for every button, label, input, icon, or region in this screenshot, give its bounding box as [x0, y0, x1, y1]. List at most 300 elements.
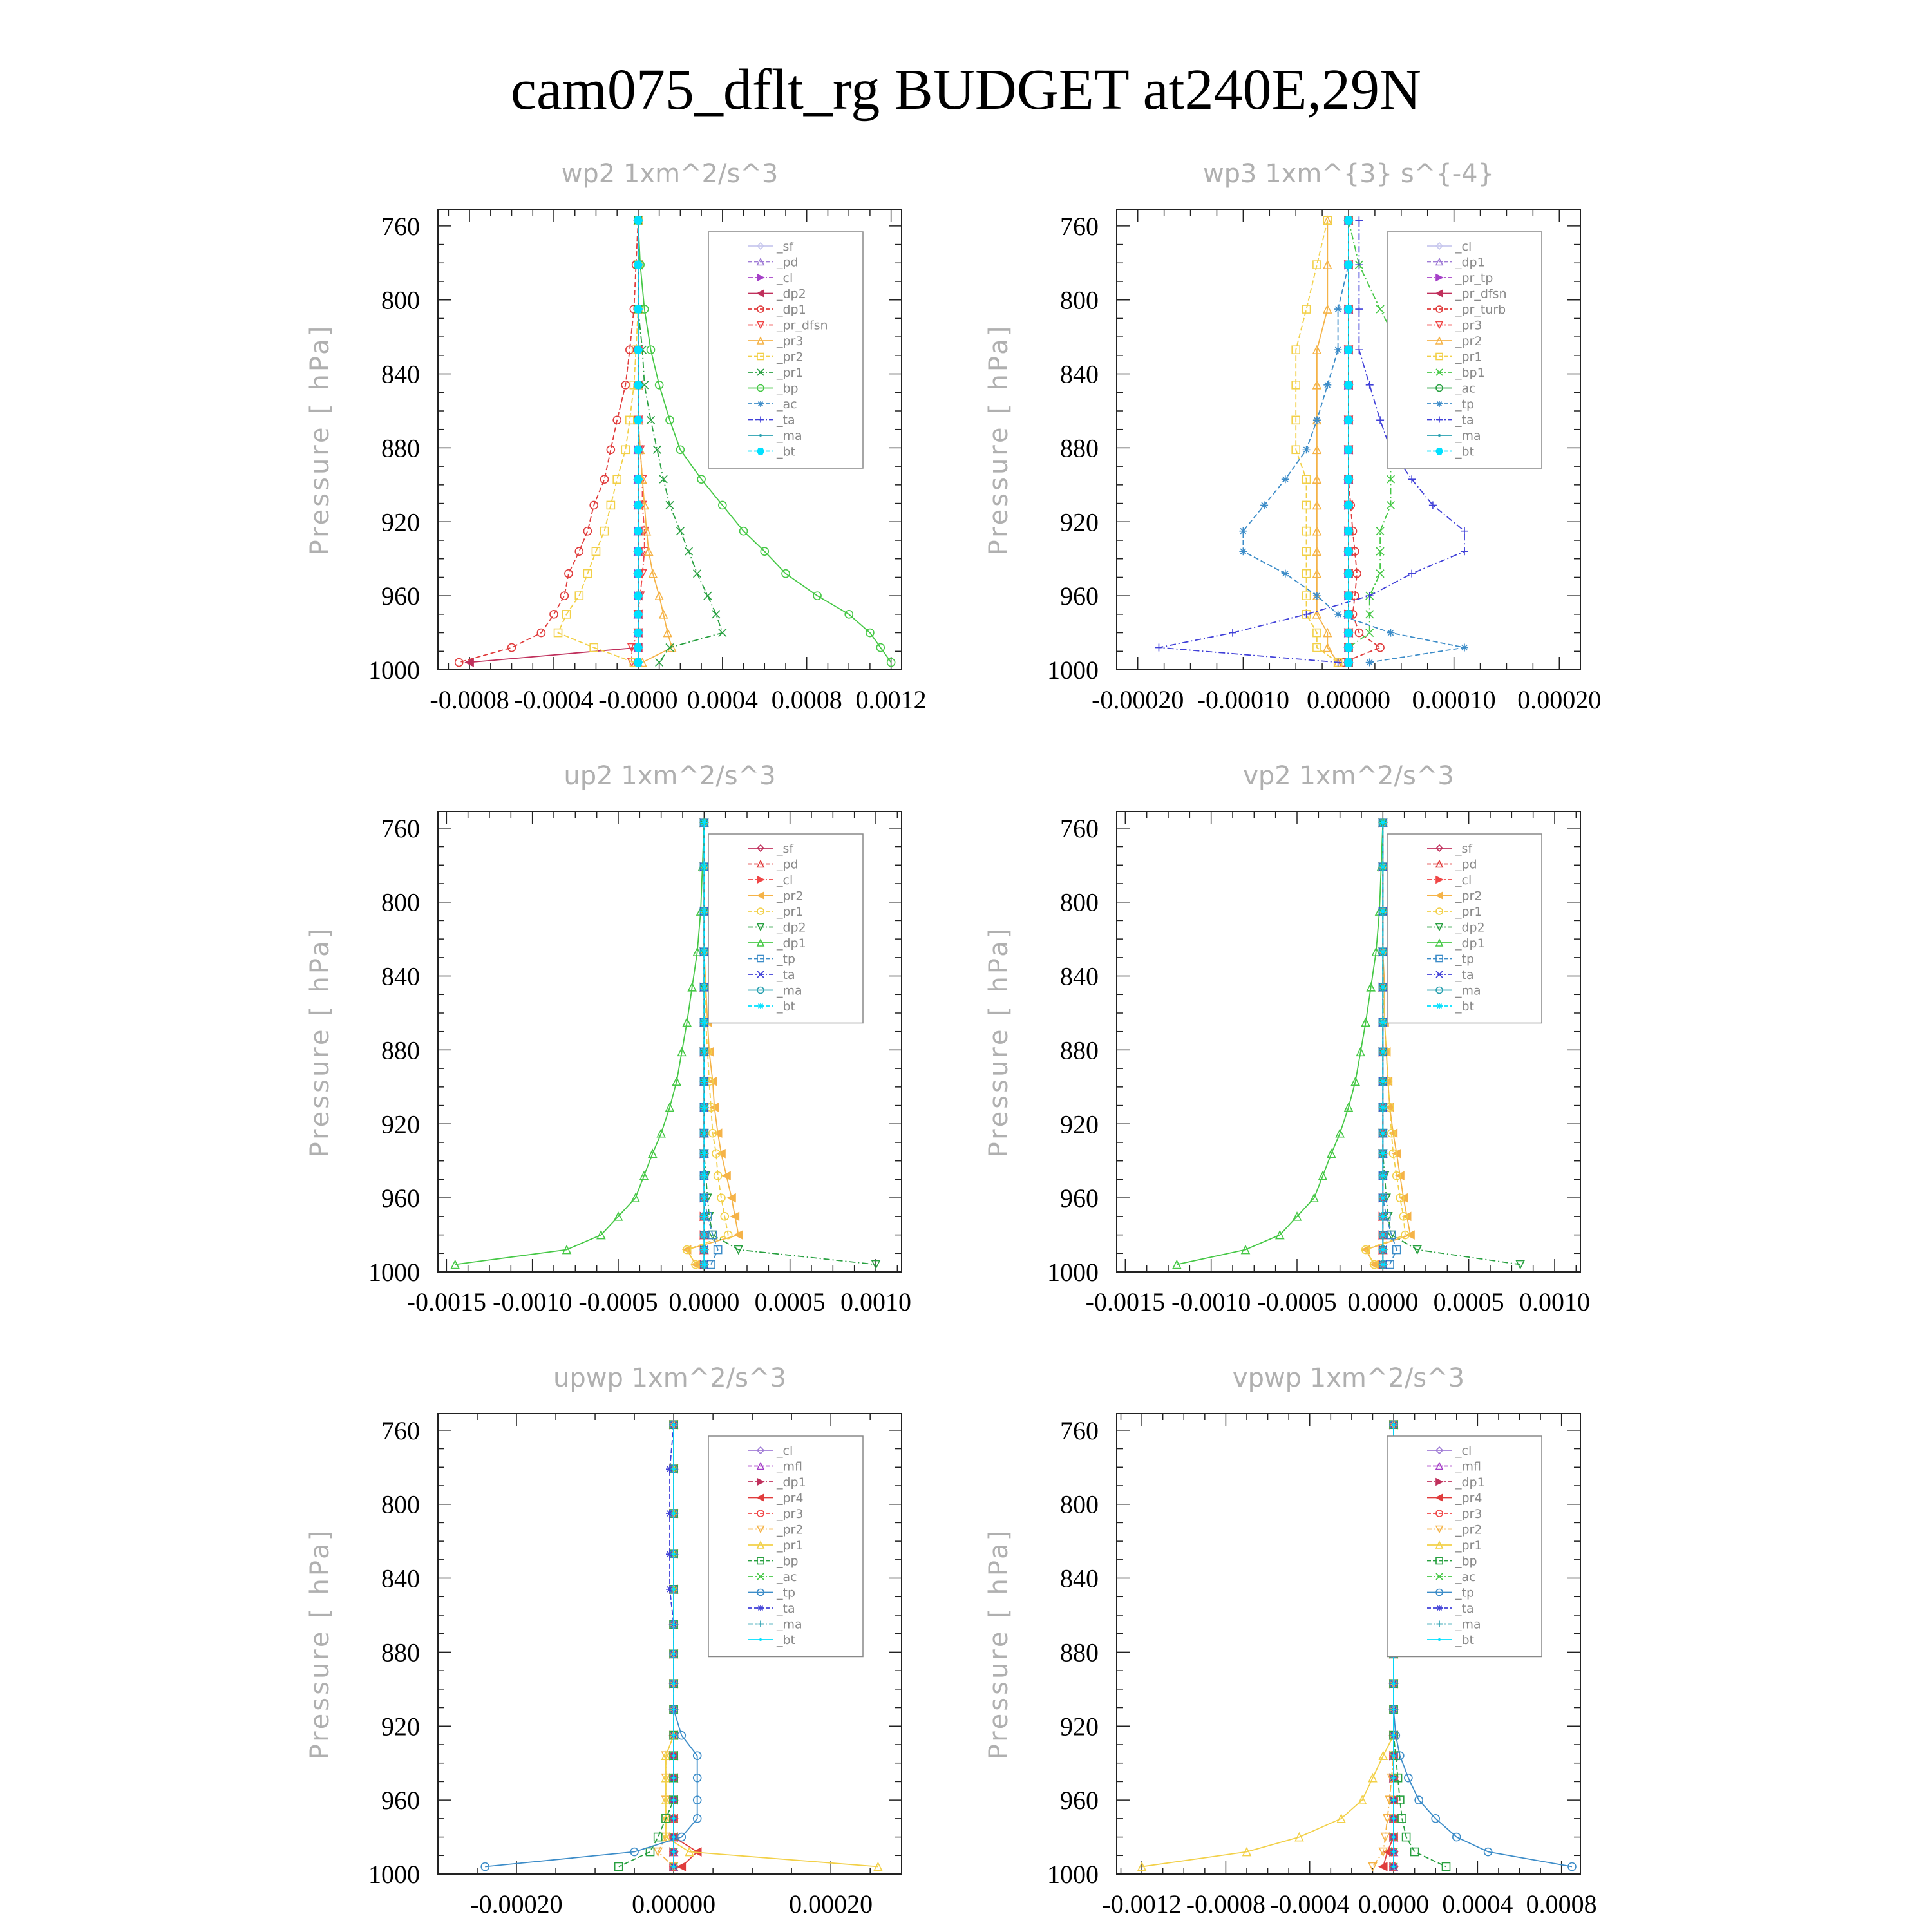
data-point	[1344, 570, 1352, 578]
series-line	[459, 220, 638, 662]
data-point	[700, 1048, 708, 1056]
y-tick-label: 920	[1060, 1110, 1099, 1139]
legend-marker	[757, 1003, 764, 1009]
data-point	[1344, 381, 1352, 389]
x-tick-label: -0.0008	[430, 685, 509, 714]
legend-label: _bp	[777, 1554, 799, 1569]
x-tick-label: 0.0008	[771, 685, 842, 714]
chart-panel	[305, 761, 911, 1316]
data-point	[672, 1587, 676, 1591]
legend-label: _cl	[777, 873, 793, 887]
legend	[1387, 1436, 1542, 1657]
y-tick-label: 960	[381, 582, 420, 611]
data-point	[508, 644, 516, 652]
data-point	[613, 475, 621, 483]
legend-label: _bp	[1455, 1554, 1477, 1569]
data-point	[1344, 475, 1352, 483]
data-point	[1392, 1865, 1396, 1868]
series-line	[455, 822, 705, 1264]
data-point	[615, 1863, 623, 1871]
x-tick-label: 0.00020	[789, 1889, 873, 1918]
legend-label: _pr2	[777, 889, 804, 904]
legend-label: _ma	[777, 983, 802, 998]
y-tick-label: 760	[1060, 813, 1099, 843]
x-tick-label: 0.0000	[1358, 1889, 1430, 1918]
data-point	[1260, 501, 1268, 509]
y-tick-label: 960	[381, 1184, 420, 1213]
data-point	[719, 629, 726, 637]
data-point	[685, 547, 692, 555]
data-point	[634, 611, 642, 618]
legend-label: _ta	[1455, 1602, 1474, 1616]
series-line	[558, 220, 638, 662]
data-point	[1392, 1423, 1396, 1426]
legend-label: _tp	[1455, 1586, 1475, 1600]
y-tick-label: 880	[381, 433, 420, 463]
data-point	[672, 1512, 676, 1515]
y-axis-label: Pressure [ hPa]	[305, 925, 335, 1158]
data-point	[634, 216, 642, 224]
data-point	[1461, 644, 1468, 652]
series-dp2	[466, 216, 642, 666]
y-tick-label: 1000	[368, 1860, 420, 1889]
panel-title: wp3 1xm^{3} s^{-4}	[1202, 159, 1495, 189]
legend-label: _pr3	[777, 1507, 804, 1521]
x-tick-label: 0.0010	[1519, 1287, 1590, 1316]
legend-label: _tp	[777, 1586, 796, 1600]
y-tick-label: 960	[381, 1786, 420, 1815]
y-tick-label: 840	[1060, 359, 1099, 389]
x-tick-label: 0.0008	[1526, 1889, 1597, 1918]
legend-label: _pr_dfsn	[777, 318, 828, 333]
data-point	[700, 863, 708, 871]
data-point	[672, 1776, 676, 1779]
legend-marker	[1436, 1003, 1443, 1009]
y-tick-label: 920	[1060, 507, 1099, 537]
data-point	[634, 527, 642, 535]
data-point	[1392, 1799, 1396, 1802]
data-point	[677, 1863, 685, 1871]
y-tick-label: 840	[381, 961, 420, 991]
series-bt	[1344, 216, 1352, 666]
y-tick-label: 880	[1060, 433, 1099, 463]
data-point	[700, 1150, 708, 1157]
x-tick-label: 0.0012	[855, 685, 927, 714]
legend-label: _ma	[777, 429, 802, 443]
data-point	[634, 570, 642, 578]
data-point	[672, 1734, 676, 1737]
data-point	[1334, 611, 1342, 618]
x-tick-label: -0.00010	[1197, 685, 1290, 714]
data-point	[455, 659, 463, 667]
data-point	[672, 1423, 676, 1426]
data-point	[700, 1231, 708, 1239]
x-tick-label: -0.0004	[1270, 1889, 1350, 1918]
y-tick-label: 760	[381, 1416, 420, 1445]
y-axis-label: Pressure [ hPa]	[984, 1528, 1014, 1760]
data-point	[1379, 907, 1387, 915]
legend-label: _bt	[777, 444, 796, 459]
data-point	[700, 1194, 708, 1202]
data-point	[1379, 1130, 1387, 1137]
data-point	[1461, 547, 1468, 555]
data-point	[723, 1172, 730, 1180]
data-point	[1155, 644, 1162, 652]
y-tick-label: 800	[381, 1490, 420, 1519]
data-point	[654, 1833, 662, 1841]
legend-label: _tp	[777, 952, 796, 967]
y-tick-label: 800	[1060, 1490, 1099, 1519]
panel-title: vp2 1xm^2/s^3	[1243, 761, 1454, 791]
data-point	[1379, 1231, 1387, 1239]
data-point	[672, 1799, 676, 1802]
data-point	[1408, 570, 1416, 578]
data-point	[672, 1553, 676, 1556]
data-point	[1379, 1194, 1387, 1202]
legend-label: _ma	[1455, 1617, 1481, 1632]
legend-label: _pr2	[1455, 889, 1482, 904]
legend-label: _bp1	[1455, 366, 1485, 380]
data-point	[1376, 570, 1384, 578]
data-point	[672, 1865, 676, 1868]
y-tick-label: 920	[381, 507, 420, 537]
legend-label: _mfl	[1455, 1459, 1481, 1474]
series-line	[1142, 1425, 1394, 1866]
legend-marker	[1436, 1605, 1443, 1611]
legend-label: _dp1	[777, 303, 806, 317]
legend-label: _ta	[777, 1602, 795, 1616]
data-point	[700, 1261, 708, 1269]
legend	[1387, 232, 1542, 468]
x-tick-label: 0.00010	[1412, 685, 1496, 714]
legend-label: _ma	[1455, 983, 1481, 998]
x-tick-label: 0.0000	[668, 1287, 740, 1316]
legend-label: _pr2	[777, 1522, 804, 1537]
data-point	[700, 1077, 708, 1085]
y-tick-label: 1000	[1047, 1860, 1099, 1889]
chart-panel	[984, 159, 1601, 714]
legend-label: _dp2	[777, 287, 806, 301]
data-point	[634, 547, 642, 555]
data-point	[672, 1708, 676, 1711]
data-point	[700, 907, 708, 915]
legend-label: _pr2	[777, 350, 804, 365]
data-point	[1282, 570, 1289, 578]
y-tick-label: 1000	[1047, 656, 1099, 685]
data-point	[634, 261, 642, 269]
y-tick-label: 880	[1060, 1638, 1099, 1667]
x-tick-label: -0.0010	[493, 1287, 573, 1316]
data-point	[634, 592, 642, 600]
figure-title: cam075_dflt_rg BUDGET at240E,29N	[511, 58, 1421, 122]
legend-label: _cl	[1455, 1444, 1472, 1458]
series-dp1	[1173, 819, 1387, 1268]
y-tick-label: 920	[1060, 1712, 1099, 1741]
legend-label: _pd	[1455, 857, 1477, 872]
panel-title: upwp 1xm^2/s^3	[553, 1363, 786, 1393]
y-tick-label: 840	[1060, 961, 1099, 991]
data-point	[1379, 1018, 1387, 1026]
x-tick-label: -0.0008	[1186, 1889, 1266, 1918]
data-point	[1334, 346, 1342, 354]
chart-panel	[984, 1363, 1597, 1918]
data-point	[672, 1754, 676, 1757]
series-line	[469, 220, 638, 662]
data-point	[1344, 611, 1352, 618]
legend-label: _tp	[1455, 397, 1475, 412]
legend-label: _pr_dfsn	[1455, 287, 1507, 301]
legend-label: _pr4	[1455, 1491, 1482, 1506]
x-tick-label: 0.0004	[1442, 1889, 1513, 1918]
data-point	[1366, 659, 1374, 667]
legend-label: _ma	[777, 1617, 802, 1632]
legend-label: _sf	[777, 240, 794, 254]
data-point	[700, 1103, 708, 1111]
y-tick-label: 880	[381, 1638, 420, 1667]
legend-label: _pr3	[1455, 1507, 1482, 1521]
y-tick-label: 800	[381, 285, 420, 315]
legend-label: _dp1	[1455, 1475, 1485, 1490]
y-tick-label: 960	[1060, 582, 1099, 611]
data-point	[1392, 1734, 1396, 1737]
legend-label: _bt	[777, 999, 796, 1014]
legend-label: _sf	[1455, 842, 1473, 856]
data-point	[634, 416, 642, 424]
data-point	[700, 983, 708, 991]
x-tick-label: 0.0004	[687, 685, 758, 714]
x-tick-label: 0.0005	[1433, 1287, 1504, 1316]
legend-label: _pr_turb	[1455, 303, 1506, 317]
data-point	[1379, 948, 1387, 956]
legend-label: _pr_tp	[1455, 271, 1493, 285]
y-tick-label: 1000	[368, 656, 420, 685]
data-point	[712, 611, 720, 618]
data-point	[1379, 1213, 1387, 1220]
data-point	[646, 1848, 654, 1856]
data-point	[666, 501, 674, 509]
x-tick-label: -0.0000	[598, 685, 678, 714]
data-point	[1239, 527, 1247, 535]
y-tick-label: 840	[381, 1564, 420, 1593]
legend-marker	[1436, 448, 1443, 455]
data-point	[1392, 1835, 1396, 1839]
data-point	[1392, 1682, 1396, 1685]
x-tick-label: -0.0004	[514, 685, 594, 714]
data-point	[1376, 305, 1384, 313]
data-point	[700, 948, 708, 956]
legend-marker	[757, 401, 764, 407]
data-point	[1392, 1850, 1396, 1853]
data-point	[1379, 1863, 1387, 1871]
legend-label: _pr2	[1455, 334, 1482, 348]
x-tick-label: -0.00020	[1092, 685, 1184, 714]
data-point	[700, 819, 708, 826]
data-point	[1387, 629, 1394, 637]
legend-label: _bt	[1455, 999, 1475, 1014]
data-point	[1344, 527, 1352, 535]
data-point	[672, 1850, 676, 1853]
legend-marker	[1436, 401, 1443, 407]
series-bp	[615, 1421, 677, 1870]
legend-marker	[759, 434, 762, 437]
data-point	[634, 659, 642, 667]
data-point	[1344, 305, 1352, 313]
y-tick-label: 1000	[1047, 1258, 1099, 1287]
y-tick-label: 880	[381, 1036, 420, 1065]
data-point	[1313, 261, 1321, 269]
data-point	[1303, 446, 1311, 453]
x-tick-label: -0.0015	[1085, 1287, 1165, 1316]
data-point	[672, 1817, 676, 1820]
data-point	[1344, 216, 1352, 224]
data-point	[1282, 475, 1289, 483]
legend-label: _cl	[777, 271, 793, 285]
legend-label: _pr4	[777, 1491, 804, 1506]
panel-title: up2 1xm^2/s^3	[564, 761, 776, 791]
data-point	[1229, 629, 1236, 637]
series-dp1	[455, 216, 642, 666]
legend-label: _bp	[777, 381, 799, 396]
legend-label: _pd	[777, 255, 799, 270]
data-point	[1366, 381, 1374, 389]
data-point	[1379, 1150, 1387, 1157]
data-point	[1239, 547, 1247, 555]
data-point	[672, 1468, 676, 1471]
x-tick-label: 0.0005	[754, 1287, 826, 1316]
data-point	[634, 475, 642, 483]
legend-marker	[1438, 1638, 1441, 1641]
legend-marker	[757, 1605, 764, 1611]
panel-title: wp2 1xm^2/s^3	[561, 159, 779, 189]
x-tick-label: -0.0015	[406, 1287, 486, 1316]
legend-label: _ac	[777, 397, 797, 412]
legend-label: _dp1	[777, 936, 806, 951]
x-tick-label: -0.00020	[470, 1889, 563, 1918]
y-tick-label: 960	[1060, 1184, 1099, 1213]
data-point	[1355, 346, 1363, 354]
data-point	[1379, 1103, 1387, 1111]
data-point	[1376, 644, 1384, 652]
x-tick-label: 0.00000	[1307, 685, 1390, 714]
series-dp1	[451, 819, 708, 1268]
legend-label: _dp1	[1455, 255, 1485, 270]
data-point	[1323, 381, 1331, 389]
data-point	[672, 1835, 676, 1839]
panel-title: vpwp 1xm^2/s^3	[1232, 1363, 1465, 1393]
data-point	[1344, 261, 1352, 269]
data-point	[1334, 305, 1342, 313]
y-tick-label: 760	[381, 813, 420, 843]
series-tp	[481, 1421, 701, 1870]
data-point	[700, 1130, 708, 1137]
data-point	[1392, 1817, 1396, 1820]
legend	[708, 232, 863, 468]
legend-label: _pr1	[777, 366, 804, 380]
data-point	[1379, 819, 1387, 826]
y-tick-label: 760	[381, 211, 420, 241]
data-point	[1344, 416, 1352, 424]
legend-label: _dp2	[1455, 920, 1485, 935]
data-point	[1379, 1246, 1387, 1254]
y-tick-label: 960	[1060, 1786, 1099, 1815]
legend-label: _bt	[1455, 444, 1475, 459]
legend-label: _ac	[1455, 381, 1476, 396]
legend-label: _pd	[777, 857, 799, 872]
data-point	[672, 1653, 676, 1656]
data-point	[1313, 416, 1321, 424]
legend-label: _mfl	[777, 1459, 802, 1474]
data-point	[1303, 611, 1311, 618]
data-point	[1344, 644, 1352, 652]
data-point	[1344, 346, 1352, 354]
y-tick-label: 800	[381, 887, 420, 917]
legend	[1387, 834, 1542, 1023]
legend-label: _pr3	[1455, 318, 1482, 333]
legend-label: _ta	[1455, 413, 1474, 428]
data-point	[700, 1172, 708, 1180]
y-axis-label: Pressure [ hPa]	[984, 925, 1014, 1158]
data-point	[1344, 659, 1352, 667]
data-point	[1303, 305, 1311, 313]
x-tick-label: 0.0000	[1347, 1287, 1419, 1316]
data-point	[1379, 1172, 1387, 1180]
data-point	[1379, 863, 1387, 871]
y-tick-label: 840	[381, 359, 420, 389]
legend-label: _pr1	[1455, 350, 1482, 365]
y-axis-label: Pressure [ hPa]	[305, 323, 335, 556]
legend-label: _ta	[777, 968, 795, 982]
data-point	[704, 592, 712, 600]
x-tick-label: -0.0012	[1102, 1889, 1182, 1918]
data-point	[1379, 1261, 1387, 1269]
data-point	[1313, 592, 1321, 600]
y-tick-label: 1000	[368, 1258, 420, 1287]
data-point	[634, 446, 642, 453]
legend-marker	[759, 1638, 762, 1641]
data-point	[1344, 501, 1352, 509]
data-point	[1355, 216, 1363, 224]
legend-label: _cl	[1455, 873, 1472, 887]
legend-label: _pr1	[1455, 905, 1482, 919]
data-point	[1344, 592, 1352, 600]
data-point	[700, 1246, 708, 1254]
x-tick-label: 0.00000	[632, 1889, 716, 1918]
legend-label: _tp	[1455, 952, 1475, 967]
legend-label: _pr1	[777, 1539, 804, 1553]
data-point	[1379, 983, 1387, 991]
legend-label: _pr2	[1455, 1522, 1482, 1537]
legend	[708, 1436, 863, 1657]
legend-label: _ac	[1455, 1570, 1476, 1584]
data-point	[1379, 1077, 1387, 1085]
data-point	[1344, 547, 1352, 555]
data-point	[1379, 1048, 1387, 1056]
chart-panel	[305, 1363, 902, 1918]
data-point	[583, 527, 591, 535]
legend-label: _pr1	[777, 905, 804, 919]
x-tick-label: -0.0005	[1257, 1287, 1337, 1316]
data-point	[1344, 446, 1352, 453]
data-point	[700, 1018, 708, 1026]
series-line	[1177, 822, 1383, 1264]
legend-label: _ma	[1455, 429, 1481, 443]
y-tick-label: 800	[1060, 887, 1099, 917]
x-tick-label: -0.0010	[1171, 1287, 1251, 1316]
x-tick-label: 0.0010	[840, 1287, 911, 1316]
data-point	[672, 1682, 676, 1685]
data-point	[1392, 1708, 1396, 1711]
data-point	[700, 1213, 708, 1220]
